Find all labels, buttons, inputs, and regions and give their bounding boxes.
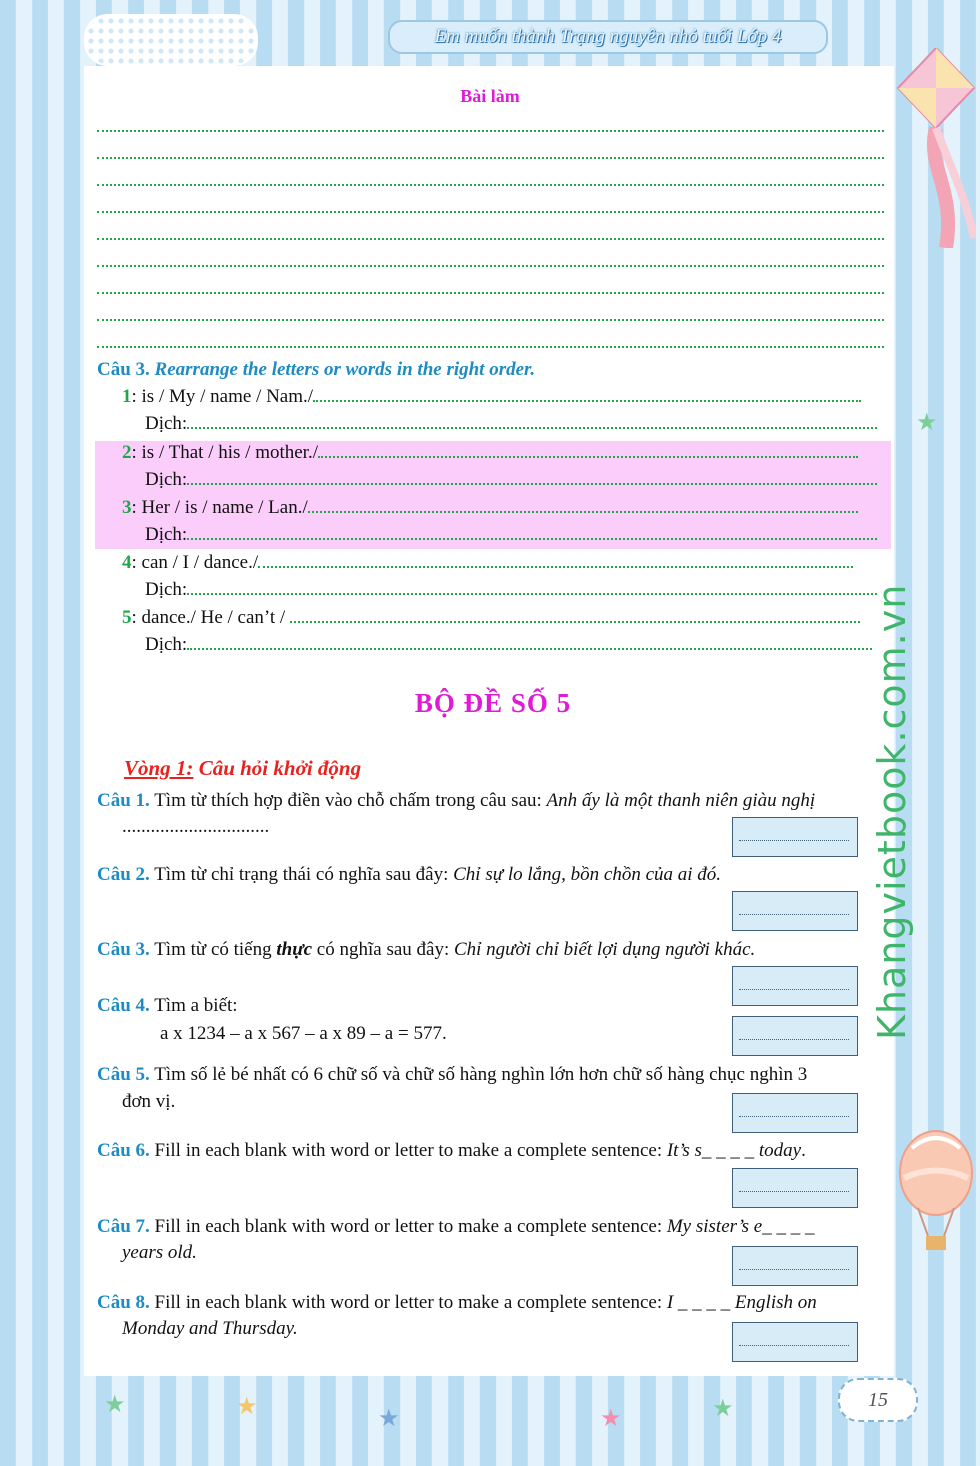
header-banner: Em muốn thành Trạng nguyên nhỏ tuổi Lớp 4	[388, 20, 828, 54]
rearrange-item: 1: is / My / name / Nam./	[122, 384, 861, 410]
question-4-equation: a x 1234 – a x 567 – a x 89 – a = 577.	[160, 1023, 447, 1044]
rearrange-item: 3: Her / is / name / Lan./	[122, 495, 858, 521]
translate-line: Dịch:	[145, 467, 877, 493]
question-7: Câu 7. Fill in each blank with word or letter to make a complete sentence: My sister’s e_ _ _ _	[97, 1216, 815, 1237]
answer-box[interactable]	[732, 891, 858, 931]
page-number: 15	[838, 1378, 918, 1422]
answer-line	[97, 292, 884, 294]
header-cloud-decoration	[84, 14, 258, 66]
question-4: Câu 4. Tìm a biết:	[97, 995, 238, 1016]
question-8: Câu 8. Fill in each blank with word or letter to make a complete sentence: I _ _ _ _ English on	[97, 1292, 817, 1313]
answer-box[interactable]	[732, 1168, 858, 1208]
answer-box[interactable]	[732, 1246, 858, 1286]
rearrange-item: 5: dance./ He / can’t /	[122, 605, 860, 631]
round-heading: Vòng 1: Câu hỏi khởi động	[124, 756, 362, 780]
question-7-line2: years old.	[122, 1242, 197, 1263]
question-3: Câu 3. Tìm từ có tiếng thực có nghĩa sau đây: Chỉ người chỉ biết lợi dụng người khác.	[97, 939, 756, 960]
question-1: Câu 1. Tìm từ thích hợp điền vào chỗ chấm trong câu sau: Anh ấy là một thanh niên giàu nghị	[97, 790, 816, 811]
answer-line	[97, 130, 884, 132]
answer-line	[97, 319, 884, 321]
question-5-line2: đơn vị.	[122, 1091, 176, 1112]
question-8-line2: Monday and Thursday.	[122, 1318, 298, 1339]
kite-icon	[896, 48, 976, 248]
star-icon: ★	[236, 1394, 258, 1420]
q3-heading: Câu 3. Rearrange the letters or words in the right order.	[97, 359, 536, 380]
answer-title: Bài làm	[460, 86, 520, 106]
question-2: Câu 2. Tìm từ chỉ trạng thái có nghĩa sau đây: Chỉ sự lo lắng, bồn chồn của ai đó.	[97, 864, 722, 885]
star-icon: ★	[712, 1396, 734, 1422]
star-icon: ★	[378, 1406, 400, 1432]
question-6: Câu 6. Fill in each blank with word or letter to make a complete sentence: It’s s_ _ _ _ today.	[97, 1140, 806, 1161]
rearrange-item: 2: is / That / his / mother./	[122, 440, 858, 466]
answer-box[interactable]	[732, 1322, 858, 1362]
star-icon: ★	[104, 1392, 126, 1418]
answer-line	[97, 265, 884, 267]
answer-box[interactable]	[732, 966, 858, 1006]
translate-line: Dịch:	[145, 577, 877, 603]
answer-box[interactable]	[732, 817, 858, 857]
set-title: BỘ ĐỀ SỐ 5	[414, 688, 572, 718]
translate-line: Dịch:	[145, 522, 877, 548]
hot-air-balloon-icon	[896, 1128, 976, 1258]
rearrange-item: 4: can / I / dance./	[122, 550, 853, 576]
star-icon: ★	[916, 410, 938, 436]
answer-line	[97, 157, 884, 159]
answer-line	[97, 346, 884, 348]
star-icon: ★	[600, 1406, 622, 1432]
answer-box[interactable]	[732, 1093, 858, 1133]
answer-line	[97, 184, 884, 186]
answer-line	[97, 211, 884, 213]
translate-line: Dịch:	[145, 632, 872, 658]
answer-box[interactable]	[732, 1016, 858, 1056]
answer-line	[97, 238, 884, 240]
question-1-line2: ...............................	[122, 816, 270, 837]
watermark-text: Khangvietbook.com.vn	[870, 583, 914, 1040]
question-5: Câu 5. Tìm số lẻ bé nhất có 6 chữ số và chữ số hàng nghìn lớn hơn chữ số hàng chục nghìn 3	[97, 1064, 808, 1085]
translate-line: Dịch:	[145, 411, 877, 437]
